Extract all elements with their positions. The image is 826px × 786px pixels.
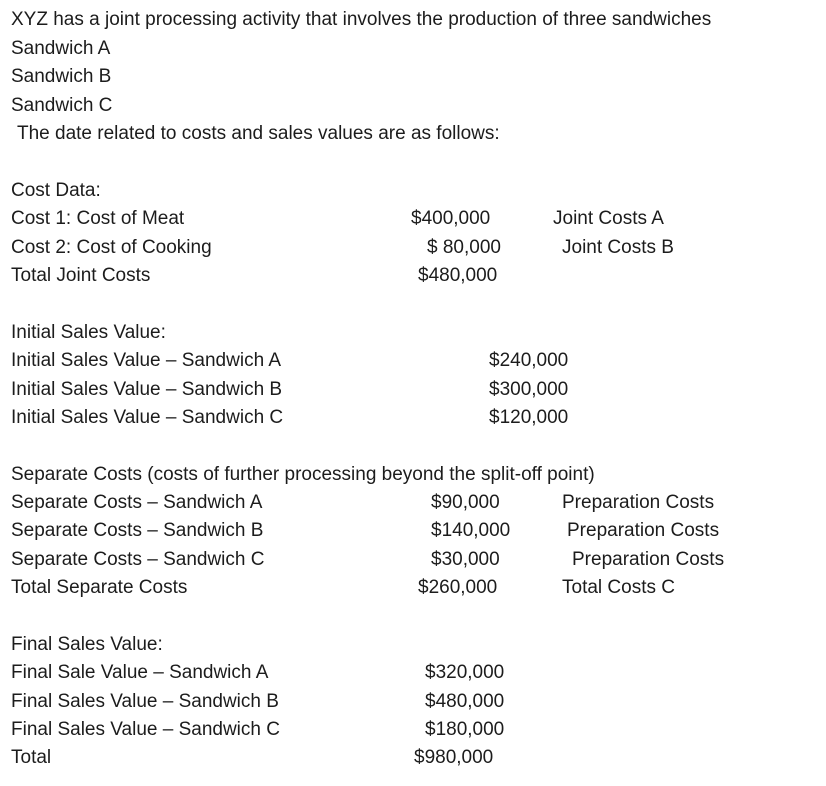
- final-sales-value: $180,000: [425, 719, 505, 740]
- final-sales-value: $480,000: [425, 691, 505, 712]
- data-intro-line: The date related to costs and sales values are as follows:: [17, 123, 500, 144]
- cost-total-label: Total Joint Costs: [11, 265, 151, 286]
- separate-cost-note: Preparation Costs: [562, 492, 715, 513]
- final-sales-header: Final Sales Value:: [11, 634, 163, 655]
- final-sales-label: Final Sale Value – Sandwich A: [11, 662, 269, 683]
- separate-cost-label: Separate Costs – Sandwich B: [11, 520, 264, 541]
- sandwich-c-line: Sandwich C: [11, 95, 113, 116]
- cost-row-value: $400,000: [411, 208, 491, 229]
- cost-row-value: $ 80,000: [427, 237, 501, 258]
- final-sales-label: Final Sales Value – Sandwich B: [11, 691, 279, 712]
- separate-cost-total-note: Total Costs C: [562, 577, 675, 598]
- separate-cost-total-label: Total Separate Costs: [11, 577, 188, 598]
- initial-sales-value: $120,000: [489, 407, 569, 428]
- cost-data-header: Cost Data:: [11, 180, 101, 201]
- initial-sales-label: Initial Sales Value – Sandwich B: [11, 379, 283, 400]
- separate-cost-total-value: $260,000: [418, 577, 498, 598]
- sandwich-a-line: Sandwich A: [11, 38, 111, 59]
- cost-total-value: $480,000: [418, 265, 498, 286]
- final-sales-total-label: Total: [11, 747, 52, 768]
- cost-row-label: Cost 1: Cost of Meat: [11, 208, 185, 229]
- separate-cost-value: $30,000: [431, 549, 500, 570]
- final-sales-value: $320,000: [425, 662, 505, 683]
- initial-sales-label: Initial Sales Value – Sandwich C: [11, 407, 284, 428]
- intro-line: XYZ has a joint processing activity that involves the production of three sandwiches: [11, 9, 712, 30]
- cost-row-note: Joint Costs B: [562, 237, 674, 258]
- separate-cost-note: Preparation Costs: [567, 520, 720, 541]
- initial-sales-header: Initial Sales Value:: [11, 322, 166, 343]
- initial-sales-value: $300,000: [489, 379, 569, 400]
- initial-sales-label: Initial Sales Value – Sandwich A: [11, 350, 282, 371]
- separate-cost-note: Preparation Costs: [572, 549, 725, 570]
- separate-costs-header: Separate Costs (costs of further processing beyond the split-off point): [11, 464, 595, 485]
- separate-cost-label: Separate Costs – Sandwich A: [11, 492, 263, 513]
- final-sales-total-value: $980,000: [414, 747, 494, 768]
- sandwich-b-line: Sandwich B: [11, 66, 112, 87]
- separate-cost-value: $140,000: [431, 520, 511, 541]
- separate-cost-value: $90,000: [431, 492, 500, 513]
- initial-sales-value: $240,000: [489, 350, 569, 371]
- final-sales-label: Final Sales Value – Sandwich C: [11, 719, 280, 740]
- cost-row-label: Cost 2: Cost of Cooking: [11, 237, 212, 258]
- separate-cost-label: Separate Costs – Sandwich C: [11, 549, 265, 570]
- cost-row-note: Joint Costs A: [553, 208, 664, 229]
